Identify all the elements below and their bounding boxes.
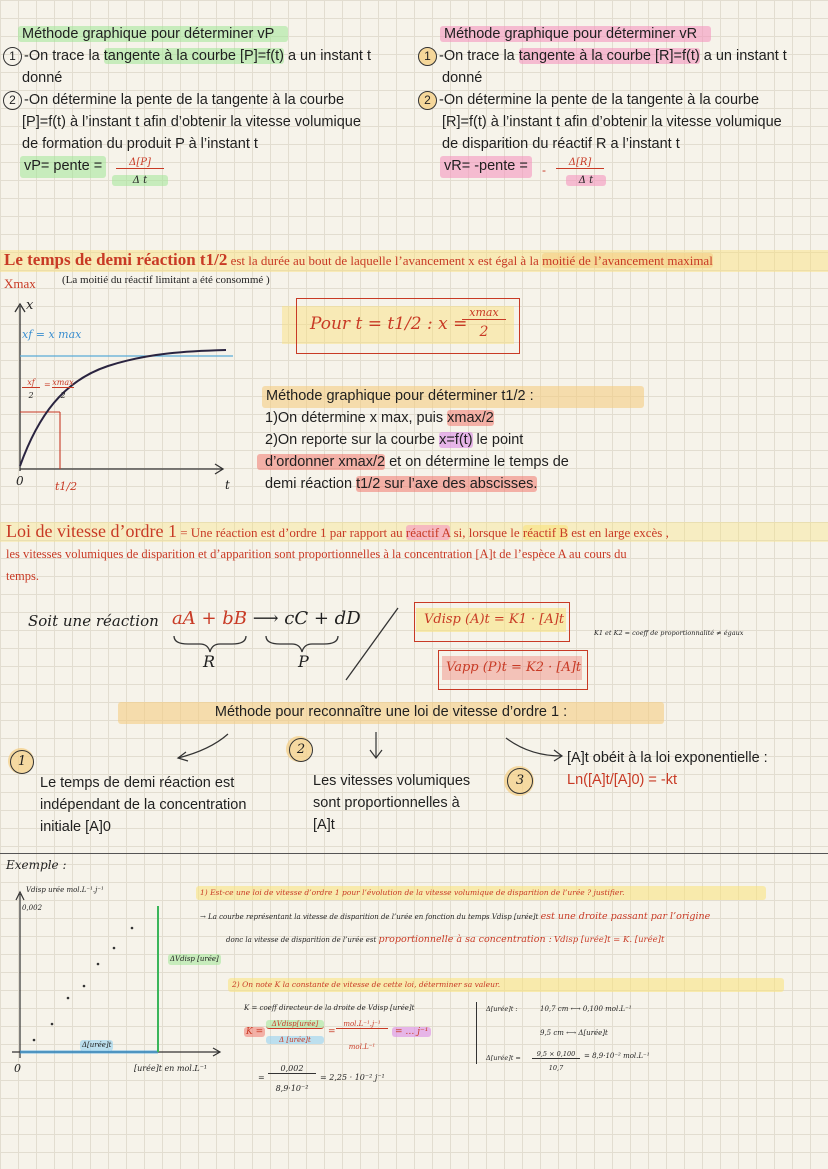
vr-l2b: [R]=f(t) à l’instant t afin d’obtenir la vitesse volumique bbox=[442, 114, 782, 130]
vp-frac-den: Δ t bbox=[112, 175, 168, 186]
reaction-braces bbox=[170, 632, 350, 654]
example-x-label: [urée]t en mol.L⁻¹ bbox=[134, 1064, 208, 1073]
k-unit-result: = … j⁻¹ bbox=[392, 1027, 431, 1037]
demi-xmax: Xmax bbox=[4, 276, 36, 291]
calc-num: 0,002 bbox=[268, 1064, 316, 1074]
calc-result: = 2,25 · 10⁻² j⁻¹ bbox=[320, 1073, 385, 1082]
vp-l2c: de formation du produit P à l’instant t bbox=[22, 136, 258, 152]
method-1-l2: indépendant de la concentration bbox=[40, 797, 247, 813]
vapp-formula: Vapp (P)t = K2 · [A]t bbox=[446, 660, 582, 675]
loi-title: Loi de vitesse d’ordre 1 bbox=[6, 521, 177, 541]
method-3-l1: [A]t obéit à la loi exponentielle : bbox=[567, 750, 768, 766]
example-delta-c: Δ[urée]t bbox=[82, 1041, 112, 1049]
demi-box-num: xmax bbox=[462, 306, 506, 320]
graph-y-label: x bbox=[26, 298, 34, 313]
graph-half-den2: 2 bbox=[60, 391, 66, 400]
k-coefficients-note: K1 et K2 = coeff de proportionnalité ≠ égaux bbox=[594, 629, 744, 637]
reaction-rhs: cC + dD bbox=[284, 608, 361, 629]
reactant-label: R bbox=[203, 652, 216, 671]
example-graph bbox=[10, 886, 225, 1071]
method-3-circle: 3 bbox=[507, 768, 533, 794]
vp-title: Méthode graphique pour déterminer vP bbox=[18, 26, 288, 42]
example-y-label: Vdisp urée mol.L⁻¹.j⁻¹ bbox=[26, 886, 104, 894]
product-label: P bbox=[298, 652, 309, 671]
graph-t-half: t1/2 bbox=[55, 480, 78, 493]
vp-formula: vP= pente = bbox=[20, 156, 106, 178]
separator-slash bbox=[342, 604, 402, 684]
order1-method-title: Méthode pour reconnaître une loi de vitesse d’ordre 1 : bbox=[118, 702, 664, 724]
graph-xf-label: xf = x max bbox=[22, 328, 82, 341]
method-2-l3: [A]t bbox=[313, 817, 335, 833]
unit-frac-num: mol.L⁻¹.j⁻¹ bbox=[336, 1020, 388, 1029]
graph-origin: 0 bbox=[16, 474, 24, 488]
graph-half-num2: xmax bbox=[52, 378, 74, 387]
vr-l1d: donné bbox=[442, 70, 483, 86]
vp-l2b: [P]=f(t) à l’instant t afin d’obtenir la vitesse volumique bbox=[22, 114, 361, 130]
vdisp-formula: Vdisp (A)t = K1 · [A]t bbox=[424, 612, 565, 627]
demi-graph bbox=[8, 296, 238, 496]
method-2-l2: sont proportionnelles à bbox=[313, 795, 460, 811]
vr-minus: - bbox=[542, 163, 546, 177]
reaction-intro: Soit une réaction bbox=[28, 612, 159, 630]
method-2-circle: 2 bbox=[289, 738, 313, 762]
vr-title: Méthode graphique pour déterminer vR bbox=[440, 26, 711, 42]
calc-den: 8,9·10⁻² bbox=[275, 1084, 309, 1093]
ratio-1: 10,7 cm ⟷ 0,100 mol.L⁻¹ bbox=[540, 1005, 632, 1013]
demi-box-den: 2 bbox=[479, 324, 489, 340]
method-1-l3: initiale [A]0 bbox=[40, 819, 111, 835]
section-divider bbox=[0, 853, 828, 854]
method-2-l1: Les vitesses volumiques bbox=[313, 773, 471, 789]
calc-separator bbox=[476, 1002, 477, 1064]
example-origin: 0 bbox=[14, 1062, 21, 1075]
example-title: Exemple : bbox=[6, 858, 67, 872]
k-definition: K = coeff directeur de la droite de Vdisp [urée]t bbox=[244, 1004, 415, 1012]
delta-c-label: Δ[urée]t = bbox=[486, 1054, 521, 1062]
method-3-l2: Ln([A]t/[A]0) = -kt bbox=[567, 772, 677, 788]
vr-formula: vR= -pente = bbox=[440, 156, 532, 178]
delta-c-num: 9,5 × 0,100 bbox=[532, 1050, 580, 1059]
example-delta-v: ΔVdisp [urée] bbox=[170, 955, 219, 963]
step-2-circle: 2 bbox=[418, 91, 437, 110]
demi-box-text: Pour t = t1/2 : x = bbox=[310, 314, 468, 334]
k-frac-num: ΔVdisp[urée] bbox=[266, 1020, 324, 1029]
step-1-circle: 1 bbox=[418, 47, 437, 66]
k-equals: = bbox=[328, 1027, 336, 1037]
step-1-circle: 1 bbox=[3, 47, 22, 66]
vp-l1d: donné bbox=[22, 70, 63, 86]
question-1: 1) Est-ce une loi de vitesse d’ordre 1 pour l’évolution de la vitesse volumique de disparition de l’urée ? justifier. bbox=[196, 886, 766, 900]
vr-frac-num: Δ[R] bbox=[556, 157, 604, 169]
reaction-arrow: ⟶ bbox=[252, 608, 279, 629]
ratio-2: 9,5 cm ⟷ Δ[urée]t bbox=[540, 1029, 608, 1037]
ratio-label: Δ[urée]t : bbox=[486, 1005, 518, 1013]
vp-frac-num: Δ[P] bbox=[116, 157, 164, 169]
method-arrows bbox=[170, 728, 570, 768]
graph-half-den: 2 bbox=[28, 391, 34, 400]
loi-text-3: temps. bbox=[6, 569, 39, 583]
vr-frac-den: Δ t bbox=[566, 175, 606, 186]
graph-half-num: xf bbox=[22, 378, 40, 388]
demi-title: Le temps de demi réaction t1/2 bbox=[4, 250, 228, 269]
method-1-l1: Le temps de demi réaction est bbox=[40, 775, 235, 791]
delta-c-result: = 8,9·10⁻² mol.L⁻¹ bbox=[584, 1052, 650, 1060]
loi-text-2: les vitesses volumiques de disparition et d’apparition sont proportionnelles à la concentration [A]t de l’espèce A au cours du bbox=[6, 547, 627, 561]
vr-l2c: de disparition du réactif R a l’instant t bbox=[442, 136, 680, 152]
unit-frac-den: mol.L⁻¹ bbox=[348, 1043, 376, 1051]
delta-c-den: 10,7 bbox=[548, 1064, 564, 1072]
k-frac-den: Δ [urée]t bbox=[266, 1036, 324, 1044]
step-2-circle: 2 bbox=[3, 91, 22, 110]
method-1-circle: 1 bbox=[10, 750, 34, 774]
demi-method-title: Méthode graphique pour déterminer t1/2 : bbox=[262, 386, 644, 408]
graph-t-label: t bbox=[225, 478, 230, 492]
k-label: K = bbox=[246, 1027, 264, 1037]
question-2: 2) On note K la constante de vitesse de cette loi, déterminer sa valeur. bbox=[228, 978, 784, 992]
demi-note: (La moitié du réactif limitant a été consommé ) bbox=[62, 274, 270, 286]
reaction-lhs: aA + bB bbox=[172, 608, 248, 629]
example-y-tick: 0,002 bbox=[22, 904, 43, 912]
